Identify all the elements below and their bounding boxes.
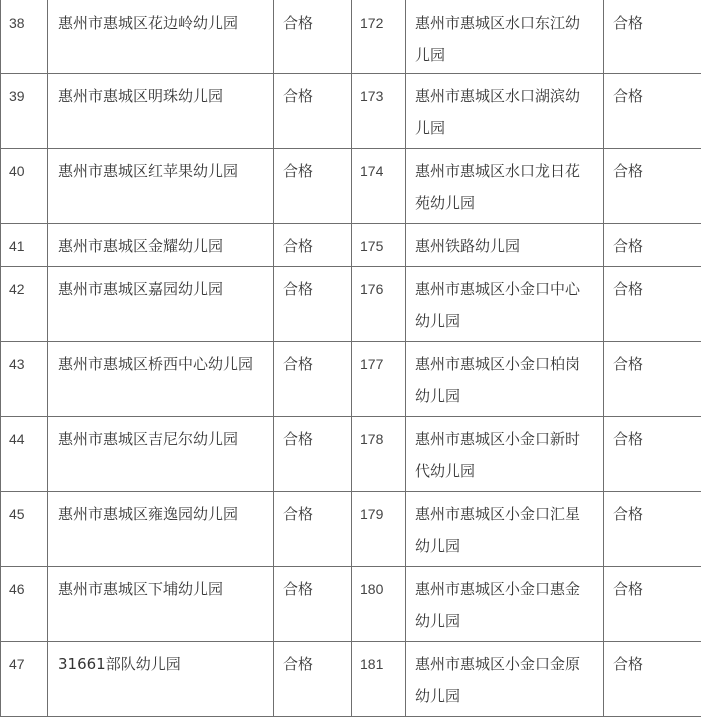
- right-number-cell: 177: [352, 342, 406, 417]
- right-number-cell: 180: [352, 567, 406, 642]
- right-result-cell: 合格: [604, 224, 701, 267]
- right-result-cell: 合格: [604, 267, 701, 342]
- right-kindergarten-name-cell: 惠州铁路幼儿园: [406, 224, 604, 267]
- table-row: [1, 149, 701, 224]
- left-number-cell: 40: [1, 149, 48, 224]
- table-row: [1, 492, 701, 567]
- table-row: [1, 417, 701, 492]
- right-kindergarten-name-cell: 惠州市惠城区水口龙日花苑幼儿园: [406, 149, 604, 224]
- right-number-cell: 181: [352, 642, 406, 717]
- right-result-cell: 合格: [604, 149, 701, 224]
- left-number-cell: 44: [1, 417, 48, 492]
- left-kindergarten-name-cell: 惠州市惠城区雍逸园幼儿园: [48, 492, 274, 567]
- left-kindergarten-name-cell: 惠州市惠城区明珠幼儿园: [48, 74, 274, 149]
- right-kindergarten-name-cell: 惠州市惠城区小金口汇星幼儿园: [406, 492, 604, 567]
- table-row: [1, 224, 701, 267]
- table-row: [1, 567, 701, 642]
- right-number-cell: 176: [352, 267, 406, 342]
- right-number-cell: 174: [352, 149, 406, 224]
- left-number-cell: 39: [1, 74, 48, 149]
- left-kindergarten-name-cell: 惠州市惠城区金耀幼儿园: [48, 224, 274, 267]
- left-number-cell: 43: [1, 342, 48, 417]
- left-kindergarten-name-cell: 惠州市惠城区花边岭幼儿园: [48, 1, 274, 74]
- right-number-cell: 178: [352, 417, 406, 492]
- left-result-cell: 合格: [274, 224, 352, 267]
- left-kindergarten-name-cell: 惠州市惠城区嘉园幼儿园: [48, 267, 274, 342]
- left-result-cell: 合格: [274, 642, 352, 717]
- table-body: [1, 1, 701, 717]
- left-number-cell: 47: [1, 642, 48, 717]
- right-kindergarten-name-cell: 惠州市惠城区小金口金原幼儿园: [406, 642, 604, 717]
- table-row: [1, 642, 701, 717]
- right-result-cell: 合格: [604, 642, 701, 717]
- right-result-cell: 合格: [604, 417, 701, 492]
- right-number-cell: 173: [352, 74, 406, 149]
- table-row: [1, 1, 701, 74]
- left-number-cell: 45: [1, 492, 48, 567]
- right-result-cell: 合格: [604, 492, 701, 567]
- right-kindergarten-name-cell: 惠州市惠城区水口湖滨幼儿园: [406, 74, 604, 149]
- left-result-cell: 合格: [274, 342, 352, 417]
- right-kindergarten-name-cell: 惠州市惠城区小金口中心幼儿园: [406, 267, 604, 342]
- left-kindergarten-name-cell: 惠州市惠城区吉尼尔幼儿园: [48, 417, 274, 492]
- right-result-cell: 合格: [604, 1, 701, 74]
- right-kindergarten-name-cell: 惠州市惠城区小金口柏岗幼儿园: [406, 342, 604, 417]
- left-kindergarten-name-cell: 惠州市惠城区桥西中心幼儿园: [48, 342, 274, 417]
- right-kindergarten-name-cell: 惠州市惠城区小金口惠金幼儿园: [406, 567, 604, 642]
- left-result-cell: 合格: [274, 1, 352, 74]
- left-kindergarten-name-cell: 惠州市惠城区红苹果幼儿园: [48, 149, 274, 224]
- left-result-cell: 合格: [274, 74, 352, 149]
- left-result-cell: 合格: [274, 492, 352, 567]
- right-result-cell: 合格: [604, 342, 701, 417]
- left-result-cell: 合格: [274, 567, 352, 642]
- left-number-cell: 46: [1, 567, 48, 642]
- left-result-cell: 合格: [274, 417, 352, 492]
- right-kindergarten-name-cell: 惠州市惠城区水口东江幼儿园: [406, 1, 604, 74]
- left-number-cell: 38: [1, 1, 48, 74]
- right-number-cell: 179: [352, 492, 406, 567]
- right-number-cell: 172: [352, 1, 406, 74]
- left-number-cell: 42: [1, 267, 48, 342]
- table-row: [1, 74, 701, 149]
- right-result-cell: 合格: [604, 567, 701, 642]
- left-result-cell: 合格: [274, 149, 352, 224]
- left-kindergarten-name-cell: 惠州市惠城区下埔幼儿园: [48, 567, 274, 642]
- left-number-cell: 41: [1, 224, 48, 267]
- right-kindergarten-name-cell: 惠州市惠城区小金口新时代幼儿园: [406, 417, 604, 492]
- left-kindergarten-name-cell: 31661部队幼儿园: [48, 642, 274, 717]
- table-row: [1, 342, 701, 417]
- left-result-cell: 合格: [274, 267, 352, 342]
- right-result-cell: 合格: [604, 74, 701, 149]
- table-row: [1, 267, 701, 342]
- right-number-cell: 175: [352, 224, 406, 267]
